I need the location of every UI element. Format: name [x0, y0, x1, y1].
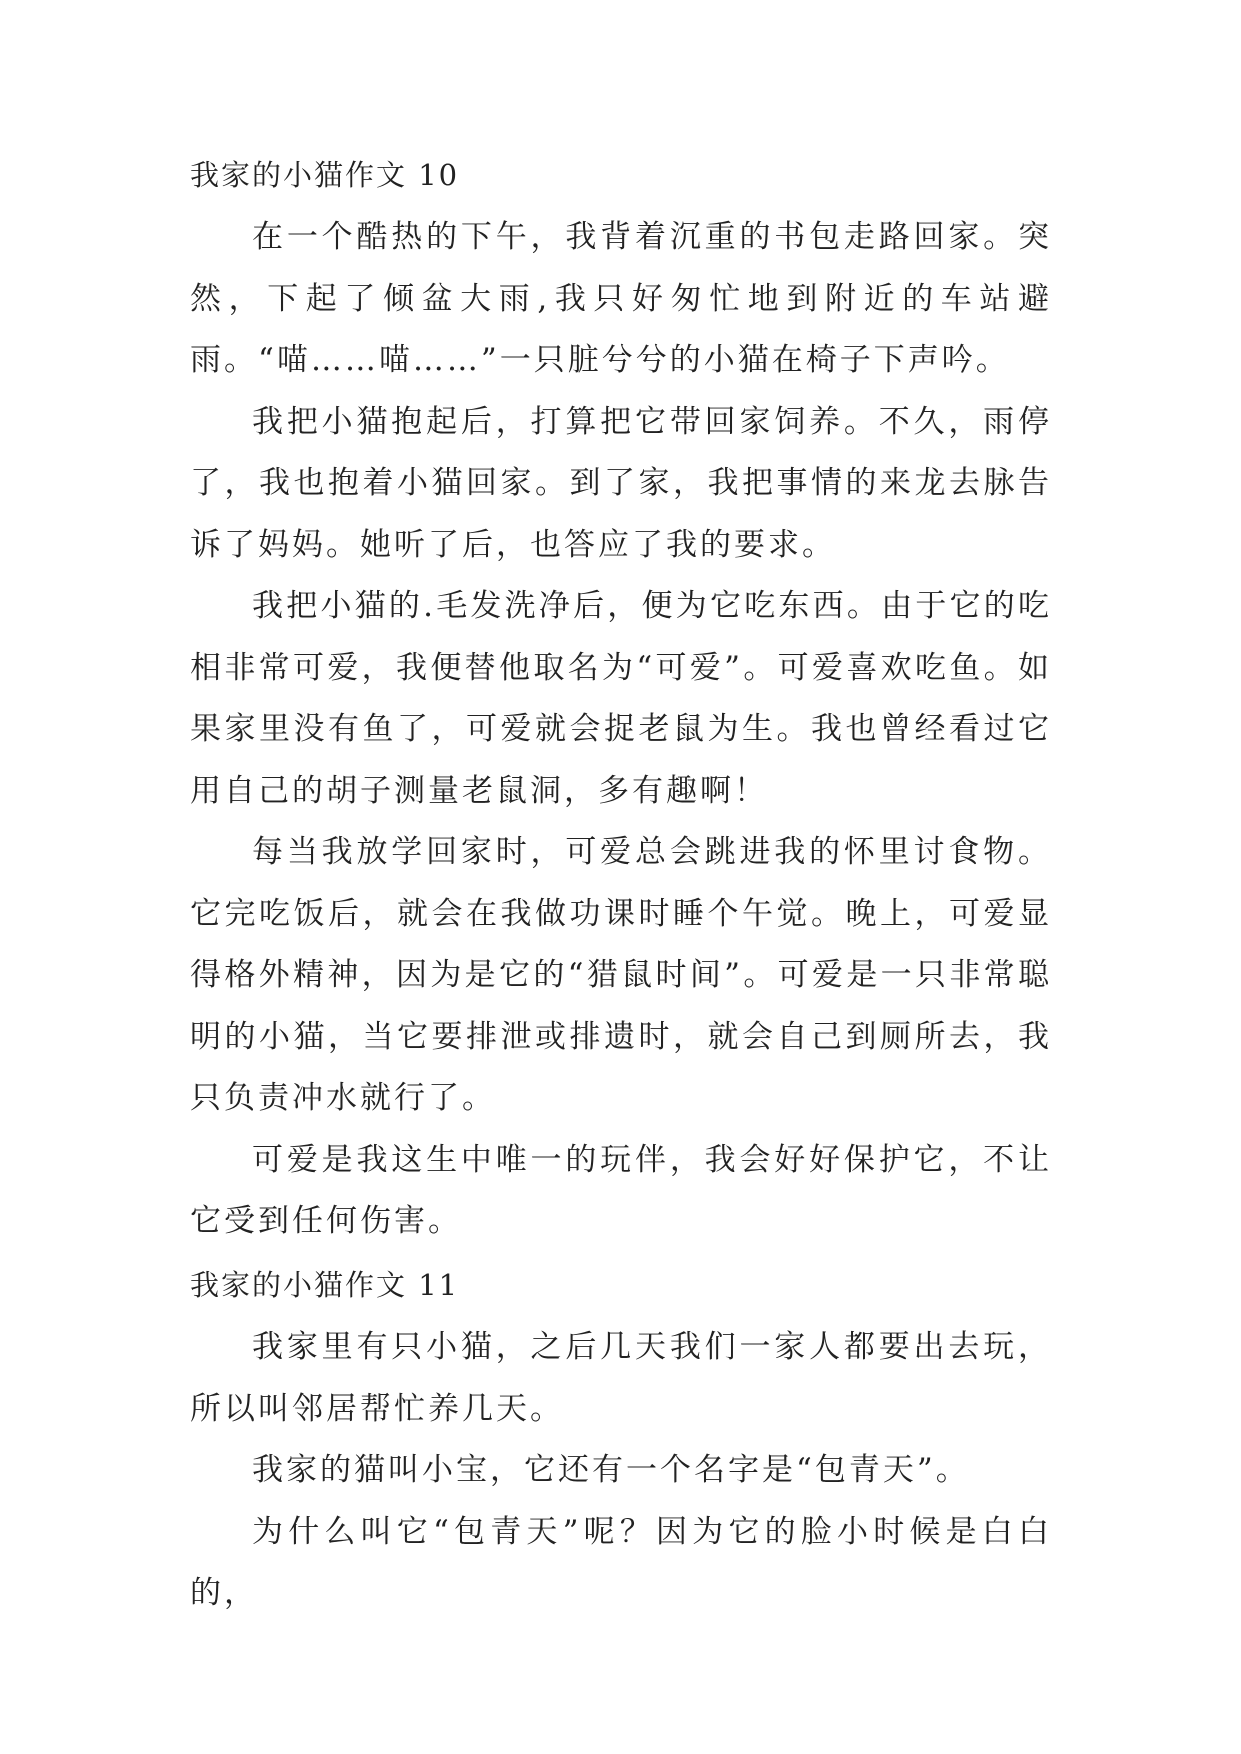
- essay-section-11: [190, 1265, 1052, 1625]
- paragraph: 我把小猫的.毛发洗净后，便为它吃东西。由于它的吃相非常可爱，我便替他取名为“可爱”。可爱喜欢吃鱼。如果家里没有鱼了，可爱就会捉老鼠为生。我也曾经看过它用自己的胡子测量老鼠洞，多有趣啊！: [190, 588, 1052, 809]
- section-title: 我家的小猫作文 10: [190, 158, 460, 192]
- paragraph: 在一个酷热的下午，我背着沉重的书包走路回家。突然，下起了倾盆大雨,我只好匆忙地到附近的车站避雨。“喵……喵……”一只脏兮兮的小猫在椅子下声吟。: [190, 219, 1052, 378]
- paragraph: 我家里有只小猫，之后几天我们一家人都要出去玩，所以叫邻居帮忙养几天。: [190, 1329, 1052, 1427]
- paragraph: 可爱是我这生中唯一的玩伴，我会好好保护它，不让它受到任何伤害。: [190, 1141, 1052, 1239]
- essay-section-10: [190, 155, 1052, 1253]
- paragraph: 我家的猫叫小宝，它还有一个名字是“包青天”。: [252, 1452, 970, 1488]
- paragraph: 为什么叫它“包青天”呢？因为它的脸小时候是白白的，: [190, 1513, 1052, 1611]
- section-title: 我家的小猫作文 11: [190, 1268, 460, 1302]
- paragraph: 每当我放学回家时，可爱总会跳进我的怀里讨食物。它完吃饭后，就会在我做功课时睡个午觉。晚上，可爱显得格外精神，因为是它的“猎鼠时间”。可爱是一只非常聪明的小猫，当它要排泄或排遗时，就会自己到厕所去，我只负责冲水就行了。: [190, 834, 1052, 1116]
- paragraph: 我把小猫抱起后，打算把它带回家饲养。不久，雨停了，我也抱着小猫回家。到了家，我把事情的来龙去脉告诉了妈妈。她听了后，也答应了我的要求。: [190, 403, 1052, 563]
